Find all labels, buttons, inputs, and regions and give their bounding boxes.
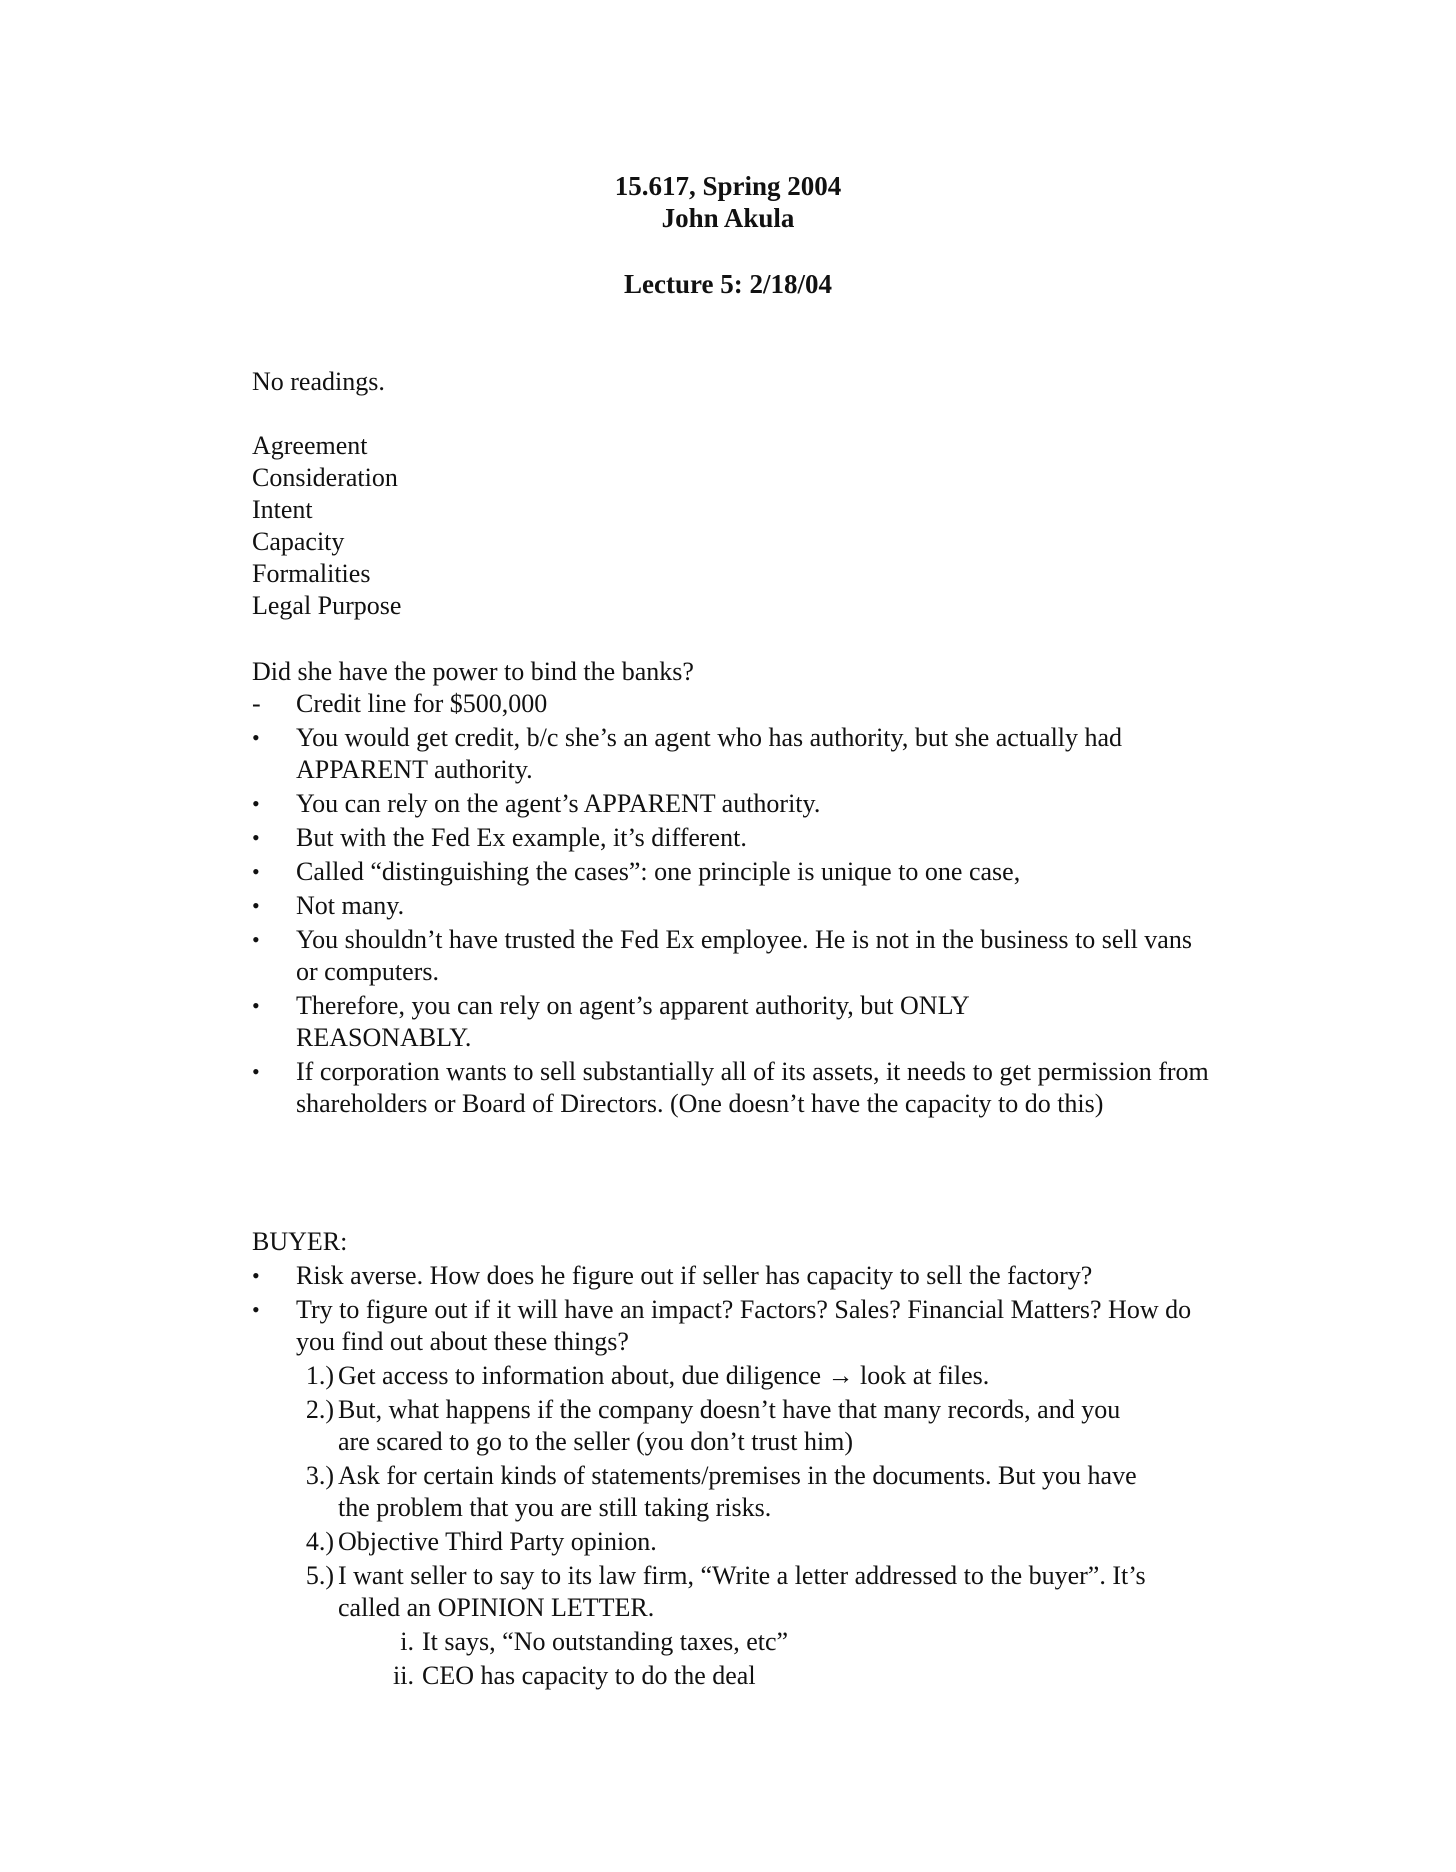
numbered-text: Get access to information about, due diligence → look at files. [338,1361,990,1390]
roman-number: i. [400,1627,414,1656]
list-item: Formalities [252,559,371,588]
bullet-item [252,722,1242,786]
bullet-item [252,990,1242,1054]
bullet-icon: • [252,859,260,884]
bullet-item [252,856,1242,888]
numbered-item [252,1360,1242,1392]
bullet-icon: • [252,1263,260,1288]
bullet-text: Called “distinguishing the cases”: one principle is unique to one case, [296,857,1021,886]
bullet-item [252,924,1242,988]
lecture-title: Lecture 5: 2/18/04 [624,269,832,299]
roman-number: ii. [393,1661,414,1690]
item-number: 3.) [305,1461,334,1490]
buyer-section [252,1226,1242,1692]
roman-item [252,1660,1242,1692]
bullet-item [252,890,1242,922]
bullet-item [252,1056,1242,1120]
roman-text: It says, “No outstanding taxes, etc” [422,1627,789,1656]
author-name: John Akula [661,203,795,233]
bullet-icon: • [252,1297,260,1322]
section-question: Did she have the power to bind the banks? [252,657,694,686]
bullet-icon: • [252,927,260,952]
list-item: Intent [252,495,313,524]
bullet-item [252,788,1242,820]
numbered-item [252,1560,1242,1624]
readings-note: No readings. [252,367,385,396]
item-number: 1.) [305,1361,334,1390]
bullet-item [252,1260,1242,1292]
list-item: Agreement [252,431,368,460]
dash-marker: - [252,689,261,718]
document-header [0,170,1456,300]
roman-item [252,1626,1242,1658]
bullet-item [252,822,1242,854]
bullet-text: You can rely on the agent’s APPARENT authority. [296,789,821,818]
bullet-text: You would get credit, b/c she’s an agent who has authority, but she actually had APPARENT authority. [296,723,1123,784]
list-item: Legal Purpose [252,591,402,620]
list-item: Consideration [252,463,398,492]
bullet-item [252,1294,1242,1358]
numbered-text: I want seller to say to its law firm, “Write a letter addressed to the buyer”. It’s called an OPINION LETTER. [338,1561,1146,1622]
buyer-heading: BUYER: [252,1227,348,1256]
numbered-item [252,1460,1242,1524]
bullet-icon: • [252,725,260,750]
course-title: 15.617, Spring 2004 [614,171,842,201]
authority-section [252,656,1242,1120]
bullet-text: Risk averse. How does he figure out if seller has capacity to sell the factory? [296,1261,1093,1290]
bullet-text: Try to figure out if it will have an impact? Factors? Sales? Financial Matters? How do you find out about these things? [296,1295,1192,1356]
bullet-text: Therefore, you can rely on agent’s apparent authority, but ONLY REASONABLY. [296,991,969,1052]
bullet-text: You shouldn’t have trusted the Fed Ex employee. He is not in the business to sell vans or computers. [296,925,1192,986]
bullet-icon: • [252,825,260,850]
bullet-text: But with the Fed Ex example, it’s different. [296,823,747,852]
numbered-item [252,1526,1242,1558]
numbered-text: But, what happens if the company doesn’t have that many records, and you are scared to go to the seller (you don’t trust him) [338,1395,1121,1456]
item-number: 5.) [305,1561,334,1590]
readings-note-block [252,366,1242,398]
list-item: Capacity [252,527,345,556]
bullet-text: If corporation wants to sell substantially all of its assets, it needs to get permission from shareholders or Board of Directors. (One doesn’t have the capacity to do this) [296,1057,1209,1118]
dash-item [252,688,1242,720]
bullet-icon: • [252,791,260,816]
numbered-text: Objective Third Party opinion. [338,1527,657,1556]
contract-elements-list [252,430,1242,622]
bullet-text: Not many. [296,891,405,920]
numbered-text: Ask for certain kinds of statements/premises in the documents. But you have the problem that you are still taking risks. [338,1461,1137,1522]
bullet-icon: • [252,1059,260,1084]
bullet-icon: • [252,893,260,918]
item-number: 2.) [305,1395,334,1424]
bullet-icon: • [252,993,260,1018]
numbered-item [252,1394,1242,1458]
roman-text: CEO has capacity to do the deal [422,1661,756,1690]
dash-item-text: Credit line for $500,000 [296,689,548,718]
item-number: 4.) [305,1527,334,1556]
